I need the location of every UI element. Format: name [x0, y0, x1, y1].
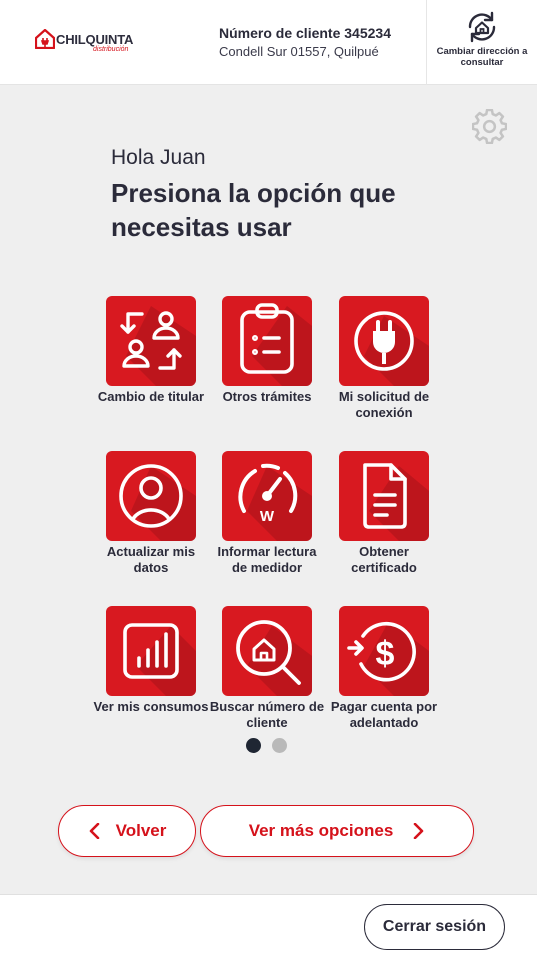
meter-gauge-icon [222, 451, 312, 541]
option-label: Otros trámites [222, 389, 312, 404]
currency-badge: $ [375, 635, 395, 673]
option-label: Informar lectura de medidor [217, 544, 317, 575]
more-options-label: Ver más opciones [248, 821, 394, 840]
option-otros-tramites[interactable] [209, 296, 325, 405]
option-actualizar-datos[interactable] [93, 451, 209, 576]
option-pagar-adelantado[interactable] [326, 606, 442, 731]
logo-text: CHILQUINTA [56, 32, 134, 47]
option-icon-box [106, 296, 196, 386]
client-address: Condell Sur 01557, Quilpué [219, 44, 379, 59]
option-icon-box [222, 296, 312, 386]
clipboard-list-icon [222, 296, 312, 386]
bar-chart-icon [106, 606, 196, 696]
option-icon-box [222, 451, 312, 541]
gear-icon[interactable] [472, 109, 507, 144]
option-label: Cambio de titular [97, 389, 205, 404]
greeting: Hola Juan [111, 146, 206, 169]
document-icon [339, 451, 429, 541]
option-icon-box [106, 606, 196, 696]
home-refresh-icon [465, 10, 499, 44]
chevron-right-icon [411, 823, 425, 839]
header [0, 0, 537, 85]
option-cambio-titular[interactable] [93, 296, 209, 405]
search-home-icon [222, 606, 312, 696]
option-ver-consumos[interactable] [93, 606, 209, 715]
option-icon-box [106, 451, 196, 541]
client-info [219, 25, 391, 59]
pagination-dot-1[interactable] [246, 738, 261, 753]
client-number-line [219, 25, 391, 41]
option-informar-lectura[interactable] [209, 451, 325, 576]
option-icon-box [339, 606, 429, 696]
option-label: Buscar número de cliente [209, 699, 325, 730]
chilquinta-logo [35, 28, 135, 56]
option-label: Mi solicitud de conexión [338, 389, 430, 420]
option-buscar-cliente[interactable] [209, 606, 325, 731]
pay-dollar-icon [339, 606, 429, 696]
option-label: Actualizar mis datos [106, 544, 196, 575]
back-button-label: Volver [115, 821, 167, 840]
change-address-button[interactable] [426, 0, 537, 85]
option-label: Obtener certificado [351, 544, 417, 575]
client-number-value: 345234 [344, 25, 391, 41]
page-title: Presiona la opción que necesitas usar [111, 178, 396, 242]
plug-icon [339, 296, 429, 386]
option-icon-box [339, 296, 429, 386]
pagination-dots [246, 738, 287, 753]
user-circle-icon [106, 451, 196, 541]
change-owner-icon [106, 296, 196, 386]
logo-subtitle: distribución [93, 46, 129, 53]
option-obtener-certificado[interactable] [326, 451, 442, 576]
pagination-dot-2[interactable] [272, 738, 287, 753]
client-number-label: Número de cliente [219, 25, 341, 41]
logo-house-icon [35, 29, 55, 49]
option-icon-box [222, 606, 312, 696]
option-label: Ver mis consumos [93, 699, 209, 714]
change-address-label: Cambiar dirección a consultar [436, 46, 528, 68]
chevron-left-icon [88, 823, 102, 839]
meter-unit-badge: W [259, 508, 275, 525]
more-options-button[interactable] [200, 805, 474, 857]
option-label: Pagar cuenta por adelantado [330, 699, 438, 730]
footer [0, 894, 537, 957]
option-icon-box [339, 451, 429, 541]
back-button[interactable] [58, 805, 196, 857]
logout-button[interactable]: Cerrar sesión [364, 904, 505, 950]
option-solicitud-conexion[interactable] [326, 296, 442, 421]
